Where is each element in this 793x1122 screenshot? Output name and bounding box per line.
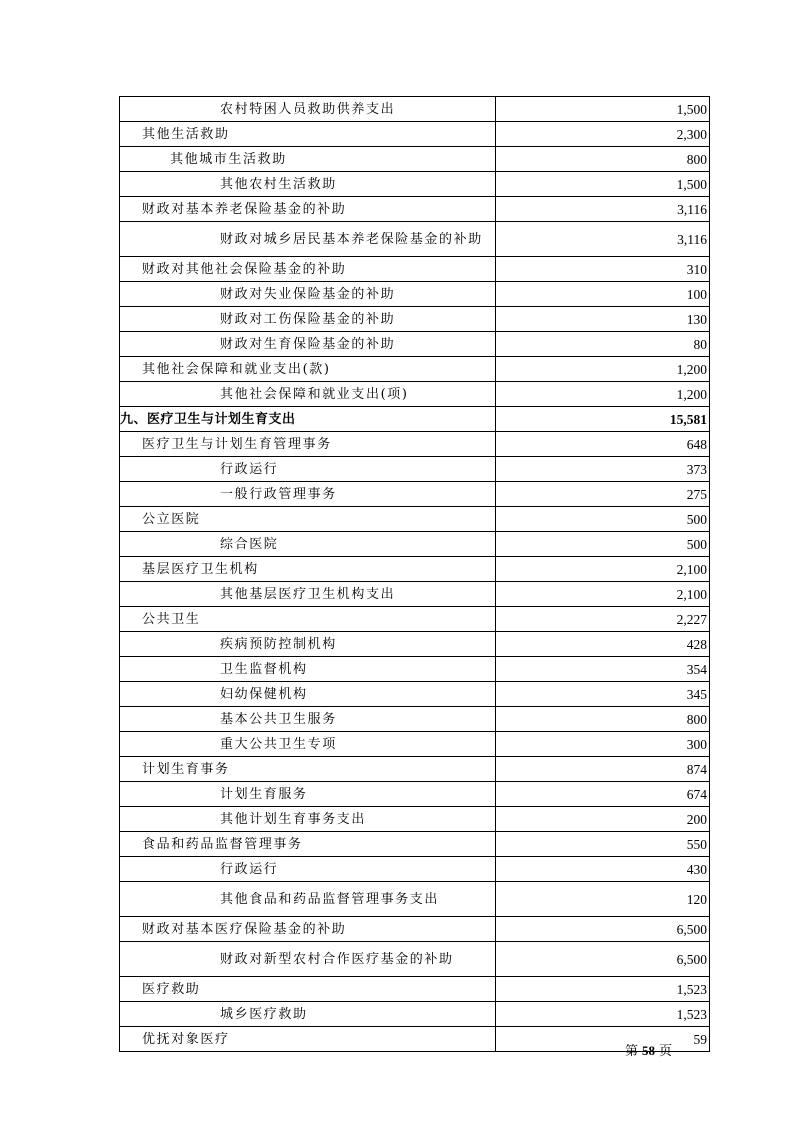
item-name-cell	[120, 407, 496, 432]
item-name-cell	[120, 532, 496, 557]
item-name-cell	[120, 197, 496, 222]
item-name: 财政对城乡居民基本养老保险基金的补助	[220, 232, 483, 247]
table-row	[120, 172, 710, 197]
item-name: 公共卫生	[142, 612, 201, 627]
item-amount: 500	[496, 532, 710, 557]
table-row	[120, 857, 710, 882]
item-name: 九、医疗卫生与计划生育支出	[120, 412, 296, 427]
item-name-cell	[120, 357, 496, 382]
item-name-cell	[120, 172, 496, 197]
table-row	[120, 732, 710, 757]
item-amount: 2,100	[496, 557, 710, 582]
item-name: 食品和药品监督管理事务	[142, 837, 303, 852]
table-row	[120, 332, 710, 357]
item-name: 其他城市生活救助	[170, 152, 287, 167]
item-name: 综合医院	[220, 537, 279, 552]
table-row	[120, 307, 710, 332]
item-name-cell	[120, 222, 496, 257]
item-name-cell	[120, 942, 496, 977]
item-name: 行政运行	[220, 462, 279, 477]
item-name: 医疗救助	[142, 982, 201, 997]
item-amount: 550	[496, 832, 710, 857]
table-row	[120, 407, 710, 432]
table-row	[120, 657, 710, 682]
item-name: 其他社会保障和就业支出(项)	[220, 387, 409, 402]
item-name-cell	[120, 782, 496, 807]
item-name-cell	[120, 632, 496, 657]
table-body	[120, 97, 710, 1052]
item-name: 财政对生育保险基金的补助	[220, 337, 396, 352]
item-name-cell	[120, 807, 496, 832]
item-amount: 6,500	[496, 942, 710, 977]
item-name-cell	[120, 507, 496, 532]
item-name-cell	[120, 432, 496, 457]
item-amount: 2,300	[496, 122, 710, 147]
item-name-cell	[120, 332, 496, 357]
item-amount: 100	[496, 282, 710, 307]
item-name: 其他计划生育事务支出	[220, 812, 367, 827]
table-row	[120, 882, 710, 917]
item-name-cell	[120, 1027, 496, 1052]
item-name-cell	[120, 147, 496, 172]
table-row	[120, 432, 710, 457]
item-amount: 1,500	[496, 97, 710, 122]
table-row	[120, 942, 710, 977]
table-row	[120, 757, 710, 782]
item-amount: 275	[496, 482, 710, 507]
table-row	[120, 147, 710, 172]
item-name-cell	[120, 657, 496, 682]
item-amount: 674	[496, 782, 710, 807]
item-name-cell	[120, 382, 496, 407]
item-name: 优抚对象医疗	[142, 1032, 230, 1047]
item-amount: 800	[496, 707, 710, 732]
item-name: 财政对基本医疗保险基金的补助	[142, 922, 347, 937]
item-name-cell	[120, 607, 496, 632]
item-name-cell	[120, 122, 496, 147]
table-row	[120, 582, 710, 607]
item-name-cell	[120, 582, 496, 607]
item-amount: 648	[496, 432, 710, 457]
table-row	[120, 707, 710, 732]
item-name: 其他食品和药品监督管理事务支出	[220, 892, 440, 907]
table-row	[120, 917, 710, 942]
page-number-value: 58	[642, 1043, 656, 1058]
item-name: 计划生育事务	[142, 762, 230, 777]
item-name: 财政对其他社会保险基金的补助	[142, 262, 347, 277]
item-name-cell	[120, 757, 496, 782]
page-prefix: 第	[625, 1044, 639, 1059]
item-name: 财政对新型农村合作医疗基金的补助	[220, 952, 454, 967]
item-amount: 3,116	[496, 222, 710, 257]
item-name: 财政对基本养老保险基金的补助	[142, 202, 347, 217]
item-amount: 800	[496, 147, 710, 172]
item-name: 公立医院	[142, 512, 201, 527]
item-amount: 2,227	[496, 607, 710, 632]
item-name: 财政对失业保险基金的补助	[220, 287, 396, 302]
item-name: 行政运行	[220, 862, 279, 877]
item-amount: 354	[496, 657, 710, 682]
item-name: 其他农村生活救助	[220, 177, 337, 192]
item-name-cell	[120, 857, 496, 882]
table-row	[120, 222, 710, 257]
item-amount: 120	[496, 882, 710, 917]
table-row	[120, 607, 710, 632]
item-name: 其他基层医疗卫生机构支出	[220, 587, 396, 602]
item-name-cell	[120, 732, 496, 757]
table-row	[120, 1027, 710, 1052]
table-row	[120, 197, 710, 222]
item-name-cell	[120, 482, 496, 507]
item-name-cell	[120, 1002, 496, 1027]
item-amount: 1,523	[496, 977, 710, 1002]
table-row	[120, 1002, 710, 1027]
item-amount: 430	[496, 857, 710, 882]
table-row	[120, 782, 710, 807]
item-name-cell	[120, 97, 496, 122]
item-name-cell	[120, 257, 496, 282]
item-name-cell	[120, 457, 496, 482]
item-amount: 373	[496, 457, 710, 482]
table-row	[120, 832, 710, 857]
item-amount: 300	[496, 732, 710, 757]
item-amount: 6,500	[496, 917, 710, 942]
table-row	[120, 97, 710, 122]
item-name-cell	[120, 557, 496, 582]
item-name-cell	[120, 832, 496, 857]
item-amount: 345	[496, 682, 710, 707]
item-name-cell	[120, 682, 496, 707]
item-name: 医疗卫生与计划生育管理事务	[142, 437, 332, 452]
item-amount: 1,200	[496, 382, 710, 407]
item-name-cell	[120, 917, 496, 942]
item-name: 计划生育服务	[220, 787, 308, 802]
item-amount: 80	[496, 332, 710, 357]
item-amount: 3,116	[496, 197, 710, 222]
item-name-cell	[120, 977, 496, 1002]
table-row	[120, 457, 710, 482]
item-amount: 200	[496, 807, 710, 832]
item-name-cell	[120, 882, 496, 917]
item-name: 基层医疗卫生机构	[142, 562, 259, 577]
item-name-cell	[120, 707, 496, 732]
item-name: 疾病预防控制机构	[220, 637, 337, 652]
item-name: 重大公共卫生专项	[220, 737, 337, 752]
table-row	[120, 482, 710, 507]
item-amount: 428	[496, 632, 710, 657]
item-name: 妇幼保健机构	[220, 687, 308, 702]
item-amount: 310	[496, 257, 710, 282]
item-name: 城乡医疗救助	[220, 1007, 308, 1022]
item-name-cell	[120, 307, 496, 332]
item-name: 一般行政管理事务	[220, 487, 337, 502]
item-name: 农村特困人员救助供养支出	[220, 102, 396, 117]
item-amount: 130	[496, 307, 710, 332]
table-row	[120, 682, 710, 707]
item-name: 财政对工伤保险基金的补助	[220, 312, 396, 327]
item-name: 其他社会保障和就业支出(款)	[142, 362, 331, 377]
item-name: 卫生监督机构	[220, 662, 308, 677]
table-row	[120, 532, 710, 557]
item-amount: 59	[496, 1027, 710, 1052]
item-amount: 874	[496, 757, 710, 782]
item-amount: 1,500	[496, 172, 710, 197]
item-amount: 2,100	[496, 582, 710, 607]
table-row	[120, 357, 710, 382]
budget-table	[119, 96, 710, 1052]
item-name: 其他生活救助	[142, 127, 230, 142]
item-amount: 15,581	[496, 407, 710, 432]
table-row	[120, 257, 710, 282]
table-row	[120, 557, 710, 582]
table-row	[120, 122, 710, 147]
item-amount: 1,523	[496, 1002, 710, 1027]
table-row	[120, 807, 710, 832]
table-row	[120, 282, 710, 307]
item-amount: 500	[496, 507, 710, 532]
table-row	[120, 507, 710, 532]
item-name-cell	[120, 282, 496, 307]
table-row	[120, 382, 710, 407]
table-row	[120, 977, 710, 1002]
table-row	[120, 632, 710, 657]
page-suffix: 页	[659, 1044, 673, 1059]
item-name: 基本公共卫生服务	[220, 712, 337, 727]
item-amount: 1,200	[496, 357, 710, 382]
